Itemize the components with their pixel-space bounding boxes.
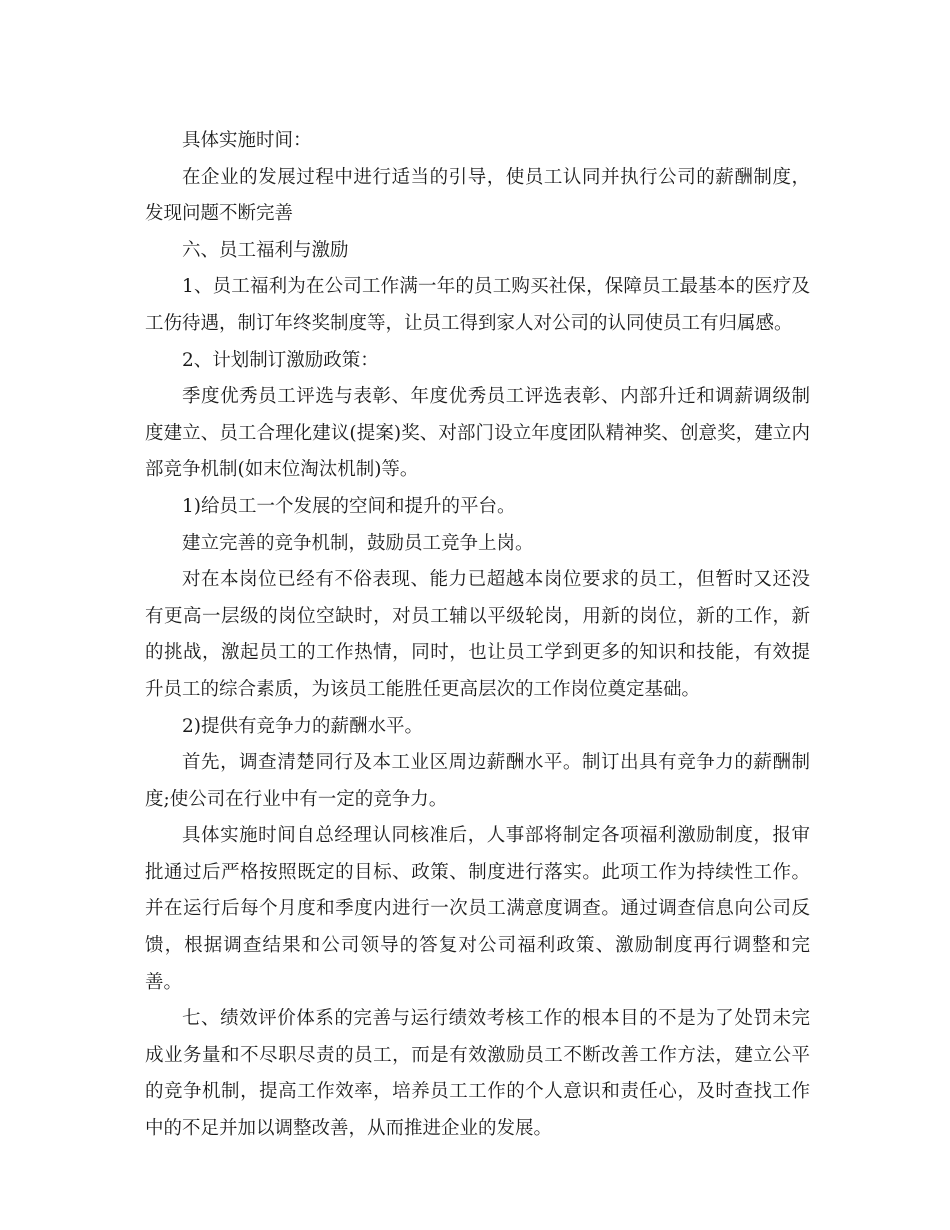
document-body — [145, 123, 810, 1148]
paragraph-incentive-items: 季度优秀员工评选与表彰、年度优秀员工评选表彰、内部升迁和调薪调级制度建立、员工合理化建议(提案)奖、对部门设立年度团队精神奖、创意奖，建立内部竞争机制(如末位淘汰机制)等。 — [145, 386, 810, 481]
paragraph-implementation-process: 具体实施时间自总经理认同核准后，人事部将制定各项福利激励制度，报审批通过后严格按照既定的目标、政策、制度进行落实。此项工作为持续性工作。并在运行后每个月度和季度内进行一次员工满意度调查。通过调查信息向公司反馈，根据调查结果和公司领导的答复对公司福利政策、激励制度再行调整和完善。 — [145, 825, 810, 993]
paragraph-competition-mechanism: 建立完善的竞争机制，鼓励员工竞争上岗。 — [182, 532, 534, 554]
paragraph-development-space: 1)给员工一个发展的空间和提升的平台。 — [182, 495, 516, 517]
paragraph-job-rotation: 对在本岗位已经有不俗表现、能力已超越本岗位要求的员工，但暂时又还没有更高一层级的岗位空缺时，对员工辅以平级轮岗，用新的岗位，新的工作，新的挑战，激起员工的工作热情，同时，也让员工学到更多的知识和技能，有效提升员工的综合素质，为该员工能胜任更高层次的工作岗位奠定基础。 — [145, 569, 810, 700]
paragraph-employee-welfare: 1、员工福利为在公司工作满一年的员工购买社保，保障员工最基本的医疗及工伤待遇，制订年终奖制度等，让员工得到家人对公司的认同使员工有归属感。 — [145, 276, 810, 334]
section-heading-welfare-incentive: 六、员工福利与激励 — [182, 239, 349, 261]
paragraph-incentive-policy-heading: 2、计划制订激励政策： — [182, 349, 379, 371]
section-heading-performance-evaluation: 七、绩效评价体系的完善与运行绩效考核工作的根本目的不是为了处罚未完成业务量和不尽职尽责的员工，而是有效激励员工不断改善工作方法，建立公平的竞争机制，提高工作效率，培养员工工作的个人意识和责任心，及时查找工作中的不足并加以调整改善，从而推进企业的发展。 — [145, 1008, 810, 1140]
paragraph-competitive-salary-heading: 2)提供有竞争力的薪酬水平。 — [182, 715, 423, 737]
paragraph-salary-survey: 首先，调查清楚同行及本工业区周边薪酬水平。制订出具有竞争力的薪酬制度;使公司在行业中有一定的竞争力。 — [145, 752, 810, 810]
paragraph-implementation-time-heading: 具体实施时间： — [182, 130, 312, 151]
paragraph-salary-guidance: 在企业的发展过程中进行适当的引导，使员工认同并执行公司的薪酬制度，发现问题不断完善 — [145, 166, 810, 225]
